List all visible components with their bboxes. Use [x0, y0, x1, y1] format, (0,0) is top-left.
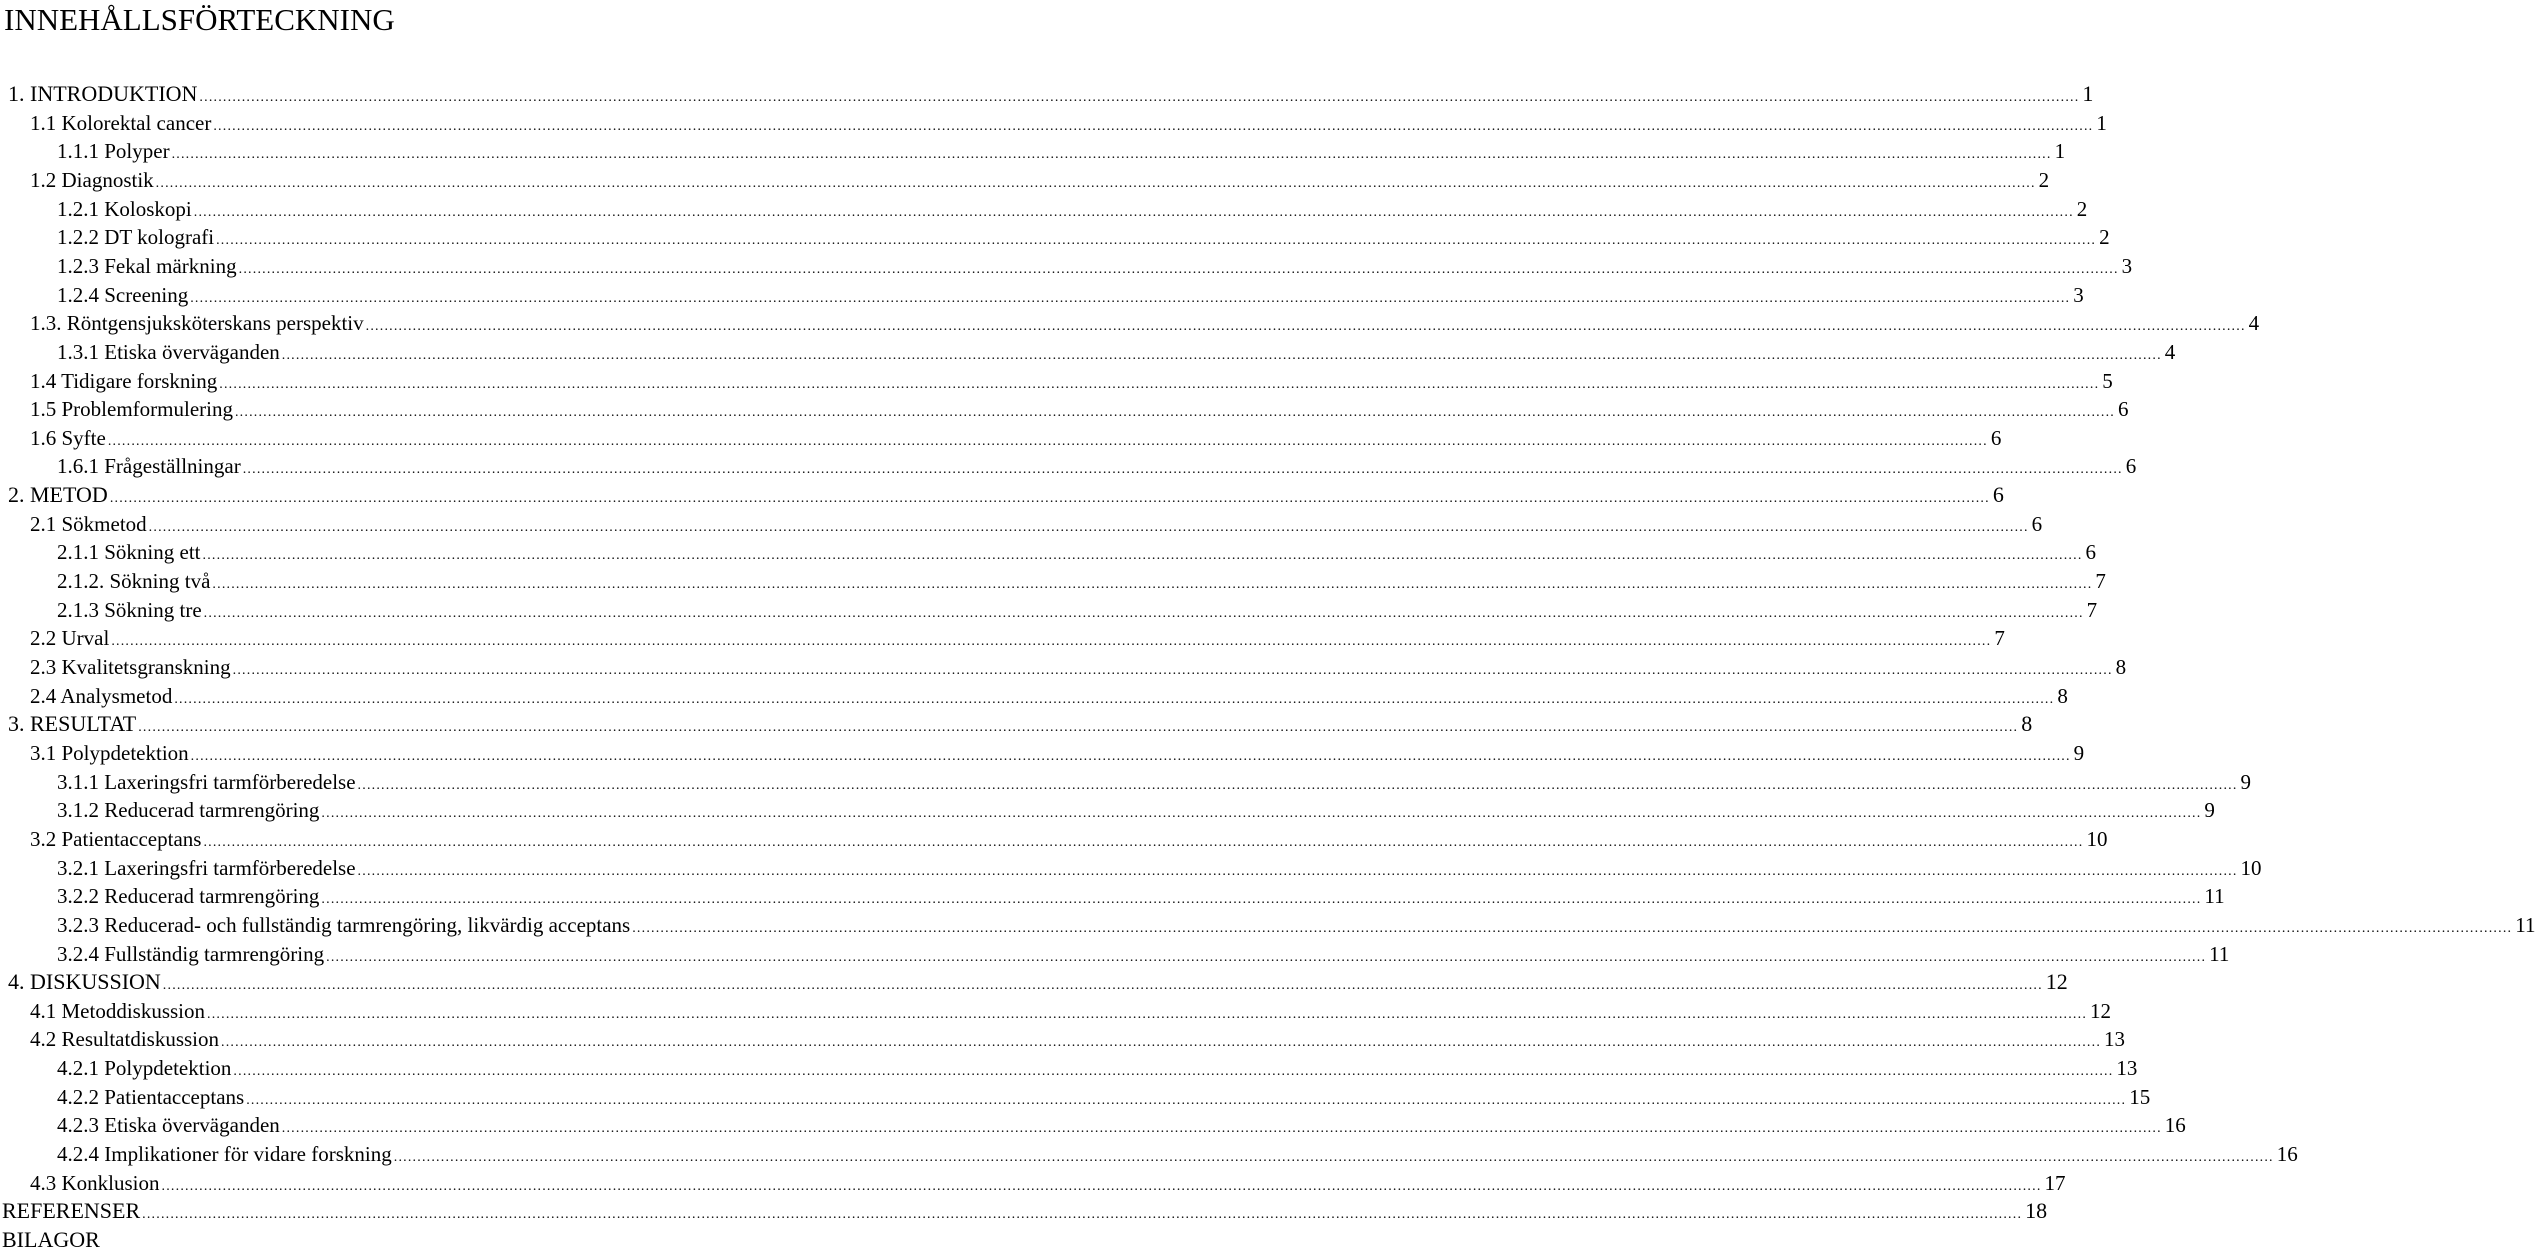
- toc-entry-title: 4.2.1 Polypdetektion: [57, 1056, 232, 1081]
- toc-entry[interactable]: [0, 281, 2084, 310]
- dot-leader: ................................................................................................................................................................................................................................................................................................................................................................................................................: [174, 691, 2055, 707]
- dot-leader: ................................................................................................................................................................................................................................................................................................................................................................................................................: [190, 748, 2071, 764]
- toc-entry[interactable]: [0, 452, 2137, 481]
- toc-entry-page-number: 6: [2031, 511, 2043, 536]
- dot-leader: ................................................................................................................................................................................................................................................................................................................................................................................................................: [357, 777, 2238, 793]
- toc-entry-title: 4.3 Konklusion: [30, 1170, 160, 1195]
- toc-entry-title: 4.2.4 Implikationer för vidare forskning: [57, 1142, 392, 1167]
- dot-leader: ................................................................................................................................................................................................................................................................................................................................................................................................................: [232, 663, 2113, 678]
- dot-leader: ................................................................................................................................................................................................................................................................................................................................................................................................................: [111, 634, 1992, 650]
- dot-leader: ................................................................................................................................................................................................................................................................................................................................................................................................................: [233, 1064, 2114, 1080]
- toc-entry-title: REFERENSER: [2, 1198, 141, 1224]
- dot-leader: ................................................................................................................................................................................................................................................................................................................................................................................................................: [632, 920, 2513, 936]
- toc-entry[interactable]: [0, 481, 2004, 510]
- toc-entry[interactable]: [0, 1140, 2298, 1169]
- toc-entry-title: 1.2.4 Screening: [57, 282, 189, 307]
- toc-entry-title: 3.1 Polypdetektion: [30, 740, 189, 765]
- dot-leader: ................................................................................................................................................................................................................................................................................................................................................................................................................: [138, 720, 2019, 736]
- toc-entry-page-number: 7: [2086, 597, 2098, 622]
- toc-entry-page-number: 9: [2240, 769, 2252, 794]
- toc-entry[interactable]: [0, 195, 2088, 224]
- toc-entry[interactable]: [0, 825, 2108, 854]
- toc-entry-title: 2.4 Analysmetod: [30, 683, 173, 708]
- toc-entry-title: BILAGOR: [2, 1227, 100, 1252]
- dot-leader: ................................................................................................................................................................................................................................................................................................................................................................................................................: [326, 949, 2207, 965]
- toc-entry-page-number: 4: [2248, 311, 2260, 336]
- toc-entry[interactable]: [0, 309, 2260, 338]
- dot-leader: ................................................................................................................................................................................................................................................................................................................................................................................................................: [212, 577, 2093, 593]
- dot-leader: ................................................................................................................................................................................................................................................................................................................................................................................................................: [393, 1150, 2274, 1166]
- toc-entry-page-number: 6: [2085, 540, 2097, 565]
- dot-leader: ................................................................................................................................................................................................................................................................................................................................................................................................................: [162, 978, 2043, 994]
- dot-leader: ................................................................................................................................................................................................................................................................................................................................................................................................................: [199, 90, 2080, 105]
- toc-entry[interactable]: [0, 395, 2129, 424]
- toc-entry-title: 2.2 Urval: [30, 626, 110, 651]
- toc-entry[interactable]: [0, 338, 2176, 367]
- toc-entry[interactable]: [0, 739, 2085, 768]
- dot-leader: ................................................................................................................................................................................................................................................................................................................................................................................................................: [219, 376, 2100, 392]
- toc-entry-page-number: 1: [2096, 110, 2107, 135]
- toc-entry[interactable]: [0, 166, 2050, 195]
- toc-entry-page-number: 6: [1992, 482, 2004, 508]
- dot-leader: ................................................................................................................................................................................................................................................................................................................................................................................................................: [281, 1121, 2162, 1137]
- dot-leader: ................................................................................................................................................................................................................................................................................................................................................................................................................: [321, 806, 2202, 822]
- toc-entry[interactable]: [0, 596, 2098, 625]
- toc-entry-title: 1.6.1 Frågeställningar: [57, 454, 241, 479]
- toc-entry[interactable]: [0, 796, 2215, 825]
- dot-leader: ................................................................................................................................................................................................................................................................................................................................................................................................................: [148, 519, 2029, 535]
- dot-leader: ................................................................................................................................................................................................................................................................................................................................................................................................................: [171, 147, 2052, 163]
- toc-entry-title: 1.2.2 DT kolografi: [57, 225, 215, 250]
- dot-leader: ................................................................................................................................................................................................................................................................................................................................................................................................................: [281, 347, 2162, 363]
- toc-entry[interactable]: [0, 1083, 2151, 1112]
- toc-entry-title: 2.1.2. Sökning två: [57, 569, 211, 594]
- dot-leader: ................................................................................................................................................................................................................................................................................................................................................................................................................: [246, 1092, 2127, 1108]
- toc-entry-page-number: 3: [2073, 282, 2084, 307]
- toc-entry-page-number: 2: [2099, 225, 2110, 250]
- toc-entry-title: 2.1 Sökmetod: [30, 511, 147, 536]
- toc-entry-page-number: 10: [2086, 826, 2108, 851]
- toc-entry-title: 4.2.3 Etiska överväganden: [57, 1113, 280, 1138]
- toc-entry-page-number: 11: [2204, 884, 2225, 909]
- toc-entry-page-number: 11: [2209, 941, 2230, 966]
- toc-entry-page-number: 6: [1990, 425, 2002, 450]
- toc-entry-page-number: 9: [2204, 798, 2215, 823]
- toc-entry-title: 1. INTRODUKTION: [8, 81, 198, 106]
- toc-entry[interactable]: [0, 367, 2113, 396]
- toc-entry-title: 3.2.2 Reducerad tarmrengöring: [57, 884, 320, 909]
- toc-entry-page-number: 3: [2121, 253, 2133, 278]
- toc-entry[interactable]: [0, 940, 2230, 969]
- toc-entry[interactable]: [0, 710, 2033, 739]
- toc-entry[interactable]: [0, 424, 2002, 453]
- toc-entry[interactable]: [0, 1226, 960, 1255]
- toc-entry-title: 3. RESULTAT: [8, 711, 137, 737]
- toc-entry-page-number: 8: [2057, 683, 2068, 708]
- toc-entry-page-number: 16: [2276, 1142, 2298, 1167]
- dot-leader: ................................................................................................................................................................................................................................................................................................................................................................................................................: [155, 175, 2036, 191]
- toc-entry-page-number: 17: [2044, 1170, 2066, 1195]
- toc-entry-page-number: 9: [2073, 740, 2085, 765]
- toc-entry[interactable]: [0, 653, 2127, 682]
- toc-entry-page-number: 1: [2054, 139, 2066, 164]
- dot-leader: ................................................................................................................................................................................................................................................................................................................................................................................................................: [190, 290, 2071, 306]
- toc-entry[interactable]: [0, 1197, 2048, 1226]
- dot-leader: ................................................................................................................................................................................................................................................................................................................................................................................................................: [216, 233, 2097, 249]
- dot-leader: ................................................................................................................................................................................................................................................................................................................................................................................................................: [242, 462, 2123, 478]
- toc-entry-title: 2.1.1 Sökning ett: [57, 540, 201, 565]
- toc-entry-title: 2. METOD: [8, 482, 108, 508]
- toc-entry-title: 1.3.1 Etiska överväganden: [57, 339, 280, 364]
- toc-entry-page-number: 7: [1994, 626, 2005, 651]
- toc-entry[interactable]: [0, 567, 2106, 596]
- toc-entry[interactable]: [0, 682, 2068, 711]
- toc-entry-title: 4.2.2 Patientacceptans: [57, 1084, 245, 1109]
- toc-entry[interactable]: [0, 968, 2068, 997]
- toc-entry-page-number: 8: [2021, 711, 2033, 737]
- toc-entry[interactable]: [0, 1169, 2066, 1198]
- toc-entry-page-number: 2: [2076, 196, 2088, 221]
- toc-entry-title: 3.2.3 Reducerad- och fullständig tarmrengöring, likvärdig acceptans: [57, 912, 631, 937]
- dot-leader: ................................................................................................................................................................................................................................................................................................................................................................................................................: [207, 1006, 2088, 1022]
- toc-entry-title: 2.3 Kvalitetsgranskning: [30, 655, 231, 679]
- toc-entry-title: 1.6 Syfte: [30, 425, 106, 450]
- toc-entry-page-number: 7: [2095, 569, 2106, 594]
- toc-entry-page-number: 8: [2115, 655, 2127, 679]
- toc-entry-page-number: 12: [2090, 998, 2112, 1023]
- toc-entry-page-number: 13: [2104, 1027, 2126, 1052]
- toc-entry[interactable]: [0, 80, 2094, 109]
- dot-leader: ................................................................................................................................................................................................................................................................................................................................................................................................................: [193, 204, 2074, 220]
- toc-entry[interactable]: [0, 882, 2225, 911]
- toc-entry[interactable]: [0, 252, 2133, 281]
- toc-entry-title: 1.3. Röntgensjuksköterskans perspektiv: [30, 311, 364, 336]
- toc-entry-page-number: 13: [2116, 1056, 2138, 1081]
- dot-leader: ................................................................................................................................................................................................................................................................................................................................................................................................................: [202, 548, 2083, 564]
- toc-entry[interactable]: [0, 1111, 2186, 1140]
- toc-entry-title: 3.1.1 Laxeringsfri tarmförberedelse: [57, 769, 356, 794]
- toc-entry[interactable]: [0, 510, 2043, 539]
- page-title: INNEHÅLLSFÖRTECKNING: [4, 2, 395, 37]
- toc-entry-title: 1.1 Kolorektal cancer: [30, 110, 212, 135]
- toc-entry-page-number: 12: [2045, 969, 2068, 995]
- toc-entry-page-number: 2: [2038, 167, 2050, 192]
- toc-entry-title: 1.1.1 Polyper: [57, 139, 170, 164]
- toc-entry[interactable]: [0, 768, 2252, 797]
- toc-entry-title: 1.2 Diagnostik: [30, 167, 154, 192]
- toc-entry-page-number: 6: [2125, 454, 2137, 479]
- toc-entry-title: 2.1.3 Sökning tre: [57, 597, 202, 622]
- toc-entry-page-number: 5: [2102, 368, 2113, 393]
- toc-entry[interactable]: [0, 109, 2107, 138]
- toc-entry-title: 4.1 Metoddiskussion: [30, 998, 206, 1023]
- toc-entry-page-number: 15: [2129, 1084, 2151, 1109]
- toc-entry[interactable]: [0, 1054, 2138, 1083]
- dot-leader: ................................................................................................................................................................................................................................................................................................................................................................................................................: [213, 118, 2094, 134]
- dot-leader: ................................................................................................................................................................................................................................................................................................................................................................................................................: [161, 1178, 2042, 1194]
- toc-entry-title: 1.2.3 Fekal märkning: [57, 253, 237, 278]
- dot-leader: ................................................................................................................................................................................................................................................................................................................................................................................................................: [203, 605, 2084, 621]
- toc-entry-title: 3.2.4 Fullständig tarmrengöring: [57, 941, 325, 966]
- dot-leader: ................................................................................................................................................................................................................................................................................................................................................................................................................: [142, 1207, 2023, 1223]
- toc-entry-page-number: 16: [2164, 1113, 2186, 1138]
- toc-entry-title: 3.2.1 Laxeringsfri tarmförberedelse: [57, 855, 356, 880]
- toc-entry-page-number: 1: [2082, 81, 2094, 106]
- dot-leader: ................................................................................................................................................................................................................................................................................................................................................................................................................: [357, 863, 2238, 879]
- toc-entry[interactable]: [0, 223, 2110, 252]
- dot-leader: ................................................................................................................................................................................................................................................................................................................................................................................................................: [107, 433, 1988, 449]
- toc-entry-title: 1.2.1 Koloskopi: [57, 196, 192, 221]
- toc-entry-page-number: 18: [2025, 1198, 2048, 1224]
- dot-leader: ................................................................................................................................................................................................................................................................................................................................................................................................................: [109, 491, 1990, 507]
- dot-leader: ................................................................................................................................................................................................................................................................................................................................................................................................................: [203, 834, 2084, 850]
- toc-entry[interactable]: [0, 538, 2097, 567]
- toc-entry[interactable]: [0, 997, 2112, 1026]
- dot-leader: ................................................................................................................................................................................................................................................................................................................................................................................................................: [365, 319, 2246, 335]
- dot-leader: ................................................................................................................................................................................................................................................................................................................................................................................................................: [234, 405, 2115, 421]
- toc-entry-page-number: 11: [2515, 912, 2536, 937]
- toc-entry[interactable]: [0, 854, 2262, 883]
- toc-entry[interactable]: [0, 1025, 2126, 1054]
- dot-leader: ................................................................................................................................................................................................................................................................................................................................................................................................................: [221, 1035, 2102, 1051]
- toc-entry-title: 3.1.2 Reducerad tarmrengöring: [57, 798, 320, 823]
- dot-leader: ................................................................................................................................................................................................................................................................................................................................................................................................................: [238, 261, 2119, 277]
- toc-entry-title: 1.5 Problemformulering: [30, 397, 233, 422]
- toc-entry-title: 4. DISKUSSION: [8, 969, 161, 995]
- toc-entry-title: 1.4 Tidigare forskning: [30, 368, 218, 393]
- toc-entry-page-number: 4: [2164, 339, 2176, 364]
- toc-entry[interactable]: [0, 911, 2536, 940]
- dot-leader: ................................................................................................................................................................................................................................................................................................................................................................................................................: [321, 892, 2202, 908]
- toc-entry-page-number: 6: [2117, 397, 2129, 422]
- toc-entry-page-number: 10: [2240, 855, 2262, 880]
- toc-entry-title: 4.2 Resultatdiskussion: [30, 1027, 220, 1052]
- toc-entry[interactable]: [0, 137, 2066, 166]
- toc-entry[interactable]: [0, 624, 2005, 653]
- toc-entry-title: 3.2 Patientacceptans: [30, 826, 202, 851]
